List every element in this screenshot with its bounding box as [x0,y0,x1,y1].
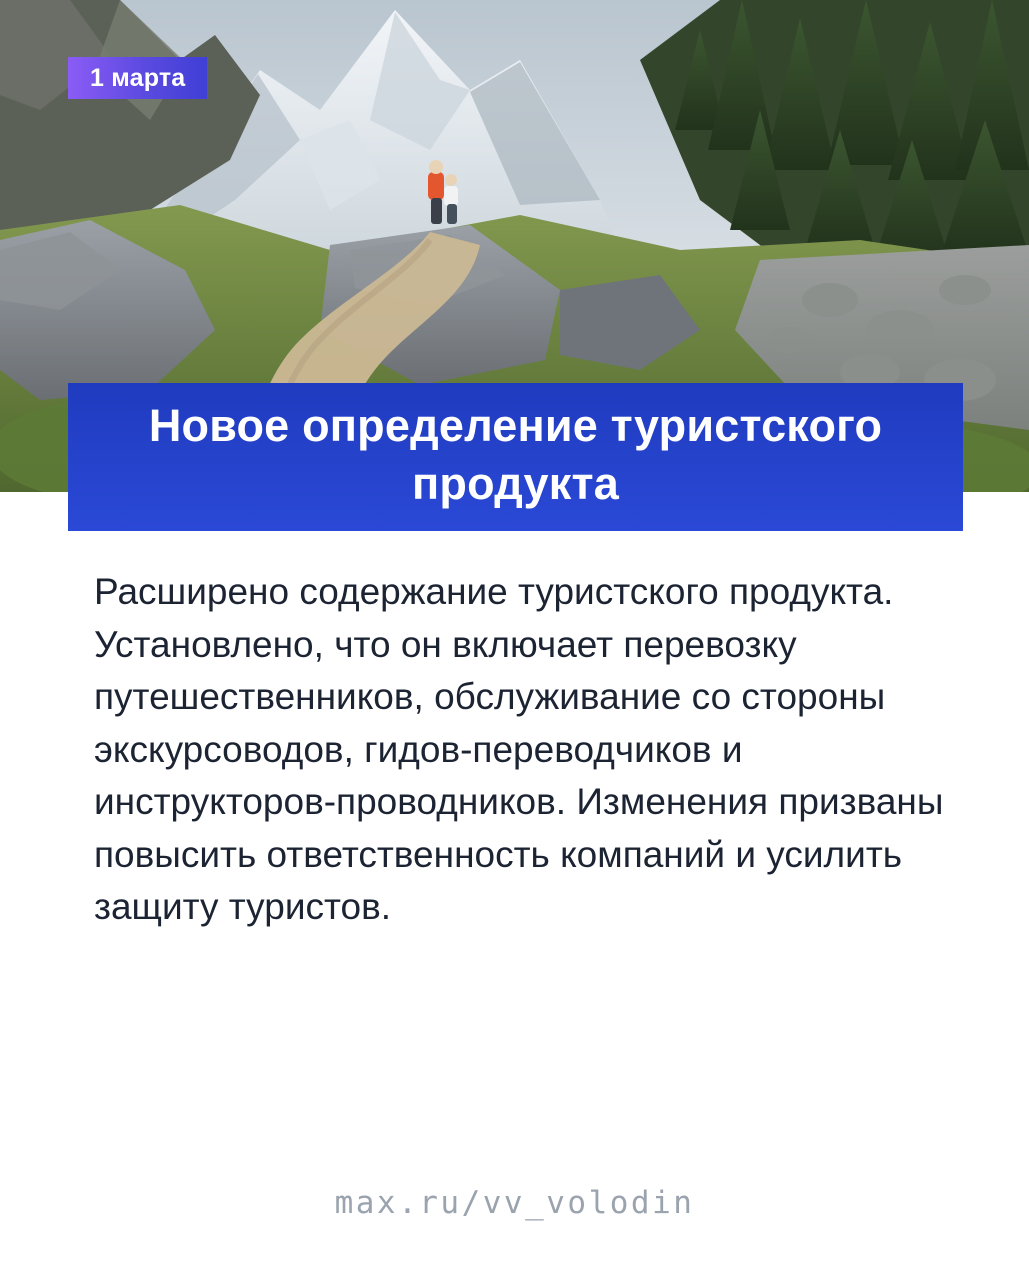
page-title: Новое определение туристского продукта [148,400,883,509]
footer-link[interactable]: max.ru/vv_volodin [334,1185,695,1221]
date-badge-label: 1 марта [90,63,186,92]
body-text: Расширено содержание туристского продукта. Установлено, что он включает перевозку путешественников, обслуживание со стороны экскурсоводов, гидов-переводчиков и инструкторов-проводников. Изменения призваны повысить ответственность компаний и усилить защиту туристов. [94,571,944,928]
date-badge [68,57,207,99]
title-banner [68,383,963,531]
